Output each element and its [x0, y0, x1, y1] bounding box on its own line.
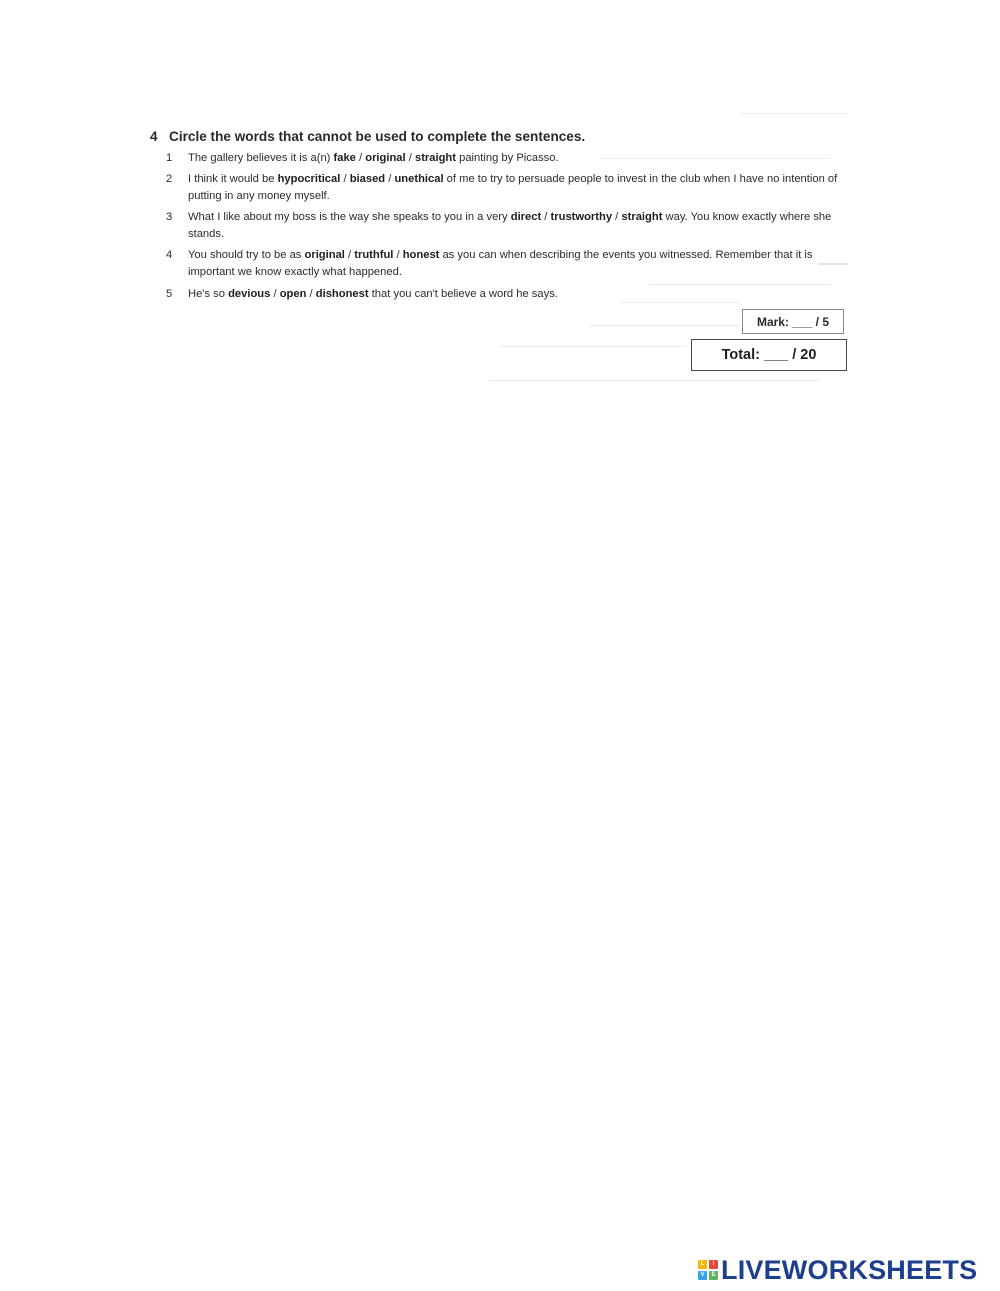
sentence-text: / [385, 173, 395, 185]
mark-box: Mark: ___ / 5 [742, 309, 844, 334]
logo-icon [698, 1260, 718, 1280]
liveworksheets-logo [698, 1254, 978, 1285]
exercise-item [166, 247, 846, 281]
sentence-text: / [344, 249, 355, 261]
sentence-text: painting by Picasso. [456, 152, 559, 164]
item-number: 2 [166, 173, 173, 185]
sentence-text: / [541, 211, 551, 223]
sentence-text: as you can when describing the events you witnessed. Remember that it is important we know exactly what happened. [188, 249, 813, 278]
word-choice: direct [510, 211, 542, 223]
sentence-text: / [270, 288, 280, 300]
item-sentence [188, 247, 846, 281]
item-number: 4 [166, 249, 173, 261]
sentence-text: He's so [188, 288, 229, 300]
sentence-text: / [393, 249, 403, 261]
exercise-item [166, 209, 846, 243]
item-number: 1 [166, 152, 173, 164]
item-number: 3 [166, 211, 173, 223]
total-box: Total: ___ / 20 [691, 339, 847, 371]
sentence-text: I think it would be [188, 173, 278, 185]
item-sentence [188, 209, 846, 243]
word-choice: devious [228, 288, 271, 300]
sentence-text: way. You know exactly where she stands. [188, 211, 832, 240]
sentence-text: / [306, 288, 316, 300]
item-number: 5 [166, 288, 173, 300]
word-choice: straight [621, 211, 663, 223]
exercise-heading [150, 129, 585, 144]
logo-square: V [698, 1271, 707, 1280]
word-choice: original [365, 152, 406, 164]
exercise-item [166, 286, 846, 303]
word-choice: original [304, 249, 345, 261]
sentence-text: / [355, 152, 366, 164]
sentence-text: The gallery believes it is a(n) [188, 152, 334, 164]
bleed-through-line [740, 113, 848, 114]
bleed-through-line [490, 380, 820, 381]
word-choice: dishonest [315, 288, 369, 300]
exercise-item [166, 171, 846, 205]
exercise-item [166, 150, 846, 167]
sentence-text: that you can't believe a word he says. [368, 288, 558, 300]
bleed-through-line [590, 325, 740, 326]
exercise-number: 4 [150, 129, 158, 144]
logo-square: I [709, 1260, 718, 1269]
word-choice: truthful [354, 249, 394, 261]
bleed-through-line [650, 284, 830, 285]
item-sentence [188, 171, 846, 205]
bleed-through-line [500, 346, 685, 347]
sentence-text: / [612, 211, 622, 223]
word-choice: trustworthy [550, 211, 613, 223]
sentence-text: / [405, 152, 415, 164]
item-sentence [188, 286, 846, 303]
word-choice: honest [402, 249, 440, 261]
sentence-text: What I like about my boss is the way she speaks to you in a very [188, 211, 511, 223]
word-choice: hypocritical [277, 173, 341, 185]
sentence-text: / [340, 173, 350, 185]
logo-square: E [709, 1271, 718, 1280]
logo-square: L [698, 1260, 707, 1269]
sentence-text: You should try to be as [188, 249, 305, 261]
word-choice: fake [333, 152, 356, 164]
sentence-text: of me to try to persuade people to invest in the club when I have no intention of putting in any money myself. [188, 173, 838, 202]
word-choice: open [279, 288, 307, 300]
logo-text: LIVEWORKSHEETS [721, 1254, 978, 1285]
exercise-instruction: Circle the words that cannot be used to complete the sentences. [169, 129, 586, 144]
word-choice: biased [349, 173, 386, 185]
word-choice: unethical [394, 173, 444, 185]
item-sentence [188, 150, 846, 167]
word-choice: straight [414, 152, 456, 164]
